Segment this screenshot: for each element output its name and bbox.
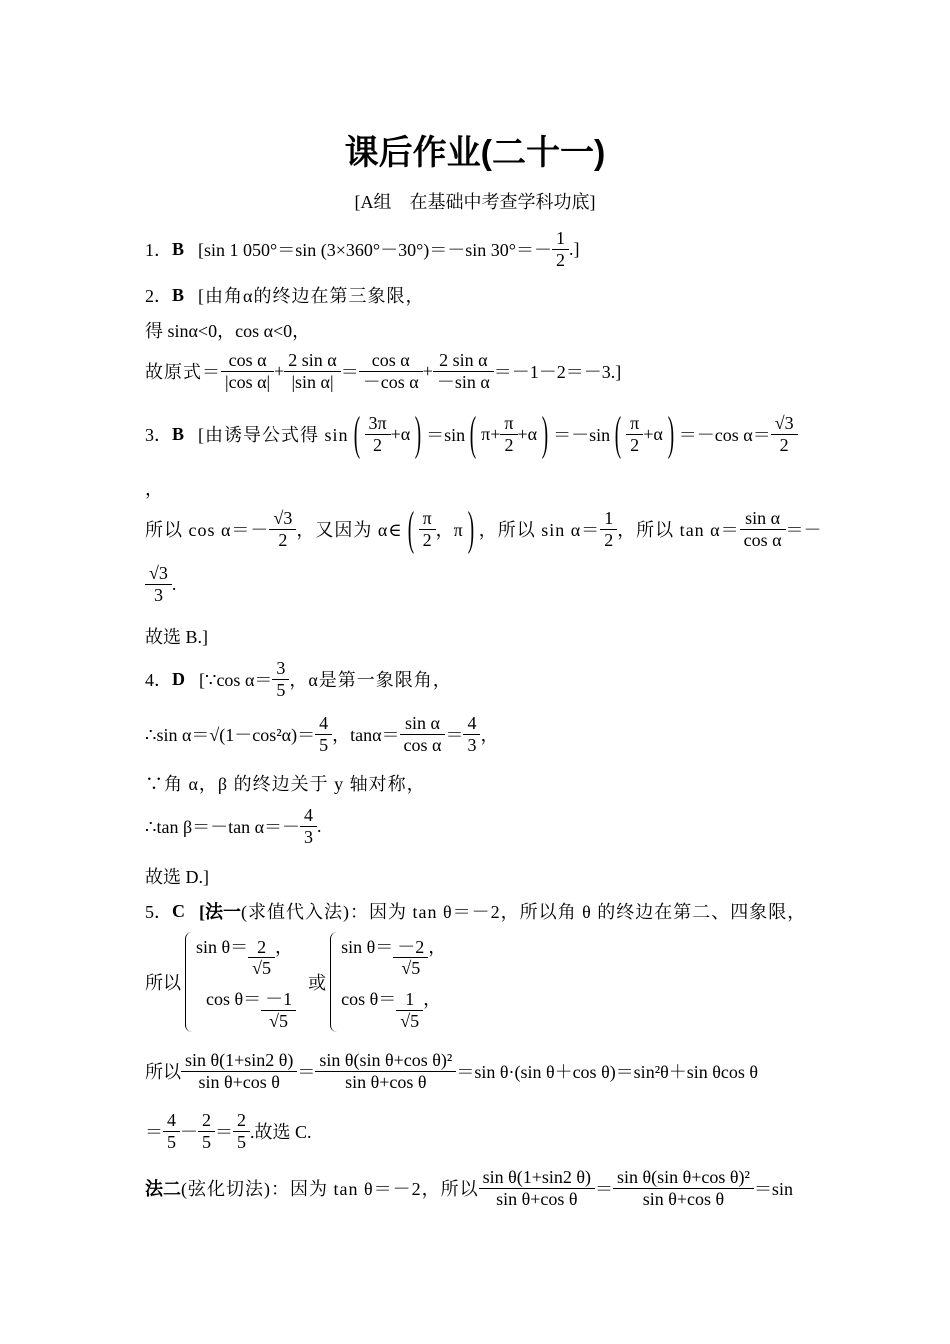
text: cos α bbox=[228, 350, 267, 370]
text: √5 bbox=[396, 1010, 423, 1032]
text: |cos α| bbox=[221, 371, 274, 393]
text: √3 bbox=[273, 507, 293, 528]
text: 2 bbox=[269, 529, 296, 551]
answer-4-line3 bbox=[145, 770, 426, 796]
text: 2 bbox=[237, 1110, 246, 1130]
fraction bbox=[250, 937, 273, 979]
text: 3 bbox=[300, 826, 317, 848]
text: 5． bbox=[145, 902, 172, 922]
text: + bbox=[274, 360, 285, 381]
answer-4-line2 bbox=[145, 713, 498, 755]
page-title: 课后作业(二十一) bbox=[344, 134, 606, 172]
text: ∴tan β＝－tan α＝－ bbox=[145, 817, 301, 838]
text: [由角α的终边在第三象限， bbox=[198, 286, 425, 306]
text: －1 bbox=[265, 989, 293, 1009]
text: －cos α bbox=[359, 371, 423, 393]
fraction bbox=[263, 989, 294, 1031]
answer-letter: B bbox=[172, 238, 185, 259]
text: ＝sin θ·(sin θ＋cos θ)＝sin²θ＋sin θcos θ bbox=[456, 1062, 758, 1083]
text: ＝sin bbox=[426, 425, 466, 445]
text: 4 bbox=[304, 805, 314, 825]
text: 1 bbox=[405, 989, 415, 1009]
text: 3 bbox=[463, 734, 480, 756]
text: sin θ+cos θ bbox=[479, 1188, 595, 1210]
text: ＝－ bbox=[785, 520, 822, 540]
fraction bbox=[602, 508, 615, 550]
text bbox=[196, 985, 296, 1031]
text: 2 sin α bbox=[439, 350, 488, 370]
brace bbox=[185, 932, 192, 1032]
text: 2 bbox=[365, 434, 391, 456]
text: (求值代入法)：因为 tan θ＝－2，所以角 θ 的终边在第二、四象限， bbox=[241, 902, 807, 922]
parenthesis: ) bbox=[414, 407, 422, 460]
text: √3 bbox=[774, 412, 794, 433]
text: 故原式＝ bbox=[145, 362, 221, 383]
text bbox=[341, 933, 446, 1032]
answer-1 bbox=[145, 228, 579, 270]
text: 4 bbox=[467, 713, 477, 733]
text: 5 bbox=[233, 1131, 250, 1153]
text: 5 bbox=[272, 679, 289, 701]
answer-2-line2 bbox=[145, 317, 310, 343]
answer-2-line3 bbox=[145, 350, 621, 392]
answer-5 bbox=[145, 898, 806, 924]
fraction bbox=[421, 508, 434, 550]
fraction bbox=[398, 989, 421, 1031]
text: √5 bbox=[261, 1010, 296, 1032]
text: [sin 1 050°＝sin (3×360°－30°)＝－sin 30°＝－ bbox=[198, 240, 552, 261]
text: 4 bbox=[319, 713, 329, 733]
text: － bbox=[180, 1122, 198, 1143]
text: ，所以 tan α＝ bbox=[617, 520, 740, 540]
text: sin θ(sin θ+cos θ)² bbox=[617, 1167, 750, 1187]
fraction bbox=[554, 228, 567, 270]
text: ∴sin α＝√(1－cos²α)＝ bbox=[145, 725, 316, 746]
fraction bbox=[465, 713, 478, 755]
text: √5 bbox=[248, 957, 275, 979]
text: 所以 cos α＝－ bbox=[145, 520, 270, 540]
text: 3 bbox=[145, 584, 172, 606]
text: sin θ(1+sin2 θ) bbox=[482, 1167, 592, 1187]
text: π bbox=[630, 412, 640, 433]
text: sin θ＝ bbox=[196, 936, 249, 957]
text: ＝－sin bbox=[553, 425, 611, 445]
text: √5 bbox=[393, 957, 428, 979]
answer-5-system bbox=[145, 932, 446, 1032]
text: + bbox=[422, 360, 433, 381]
text: 所以 bbox=[145, 973, 181, 993]
fraction bbox=[200, 1110, 213, 1152]
answer-4-line5 bbox=[145, 863, 209, 889]
text bbox=[196, 933, 296, 1032]
section-subtitle: [A组 在基础中考查学科功底] bbox=[354, 192, 596, 212]
answer-5-method2 bbox=[145, 1167, 793, 1209]
parenthesis: ) bbox=[541, 407, 549, 460]
text: sin θ+cos θ bbox=[613, 1188, 754, 1210]
text: 5 bbox=[198, 1131, 215, 1153]
fraction bbox=[742, 508, 784, 550]
fraction bbox=[367, 413, 389, 455]
text: 2 bbox=[500, 434, 517, 456]
text: ， bbox=[145, 479, 163, 499]
fraction bbox=[395, 937, 426, 979]
fraction bbox=[615, 1167, 752, 1209]
text: ，又因为 α∈ bbox=[296, 520, 403, 540]
text: 2 bbox=[771, 434, 798, 456]
q-number: 2． bbox=[145, 286, 172, 306]
text bbox=[341, 985, 446, 1031]
fraction bbox=[147, 563, 170, 605]
fraction bbox=[223, 350, 272, 392]
text: 得 sinα<0，cos α<0， bbox=[145, 321, 311, 341]
text: sin α bbox=[405, 713, 440, 733]
text: sin θ+cos θ bbox=[181, 1071, 297, 1093]
fraction bbox=[481, 1167, 593, 1209]
text: 4． bbox=[145, 670, 172, 691]
fraction bbox=[302, 805, 315, 847]
text: ， bbox=[428, 936, 447, 957]
text: π+ bbox=[481, 423, 501, 444]
fraction bbox=[317, 713, 330, 755]
text: . bbox=[171, 573, 177, 594]
answer-letter: B bbox=[172, 284, 185, 305]
text: .] bbox=[568, 238, 580, 259]
text: π bbox=[422, 507, 432, 528]
text: ， bbox=[480, 725, 499, 746]
text: cos α bbox=[400, 734, 446, 756]
text bbox=[341, 933, 446, 979]
text: 4 bbox=[167, 1110, 176, 1130]
text: (弦化切法)：因为 tan θ＝－2，所以 bbox=[181, 1179, 479, 1200]
brace bbox=[330, 932, 337, 1032]
parenthesis: ) bbox=[667, 407, 674, 460]
text: ＝sin bbox=[753, 1179, 793, 1200]
text: 1 bbox=[604, 507, 614, 528]
text: +α bbox=[517, 423, 538, 444]
text: ＝ bbox=[595, 1179, 614, 1200]
text: 3 bbox=[276, 658, 286, 678]
answer-4-line4 bbox=[145, 805, 322, 847]
text: 2 bbox=[600, 529, 617, 551]
text: √3 bbox=[149, 563, 168, 583]
text bbox=[196, 933, 296, 979]
text: .故选 C. bbox=[250, 1122, 312, 1143]
answer-3-line2 bbox=[145, 502, 822, 555]
fraction bbox=[165, 1110, 178, 1152]
text: 3． bbox=[145, 425, 172, 445]
text: 2 bbox=[419, 529, 436, 551]
text: 2 bbox=[552, 249, 569, 271]
text: cos α bbox=[740, 529, 786, 551]
text: sin θ(1+sin2 θ) bbox=[185, 1050, 294, 1070]
text: +α bbox=[643, 423, 663, 444]
fraction bbox=[435, 350, 492, 392]
fraction bbox=[271, 508, 294, 550]
answer-letter: C bbox=[172, 900, 185, 921]
text: ＝ bbox=[215, 1122, 233, 1143]
text: [法一 bbox=[199, 902, 241, 922]
answer-3-line4 bbox=[145, 623, 208, 649]
text: |sin α| bbox=[284, 371, 340, 393]
text: 或 bbox=[308, 973, 327, 993]
text: sin θ+cos θ bbox=[315, 1071, 456, 1093]
answer-3 bbox=[145, 407, 798, 460]
text: ，π bbox=[435, 520, 463, 540]
text: ＝ bbox=[445, 725, 464, 746]
text: ＝－cos α＝ bbox=[678, 425, 771, 445]
parenthesis: ) bbox=[467, 502, 474, 555]
text: 2 bbox=[257, 936, 267, 957]
text: ，α是第一象限角， bbox=[289, 670, 452, 691]
text: 2 bbox=[202, 1110, 211, 1130]
text: 2 bbox=[626, 434, 643, 456]
answer-5-line4 bbox=[145, 1110, 312, 1152]
text: cos θ＝ bbox=[341, 989, 397, 1009]
text: 3π bbox=[368, 412, 387, 433]
fraction bbox=[361, 350, 421, 392]
answer-4 bbox=[145, 658, 452, 700]
text: ＝ bbox=[340, 362, 359, 383]
text: ，所以 sin α＝ bbox=[478, 520, 601, 540]
answer-3-line3 bbox=[145, 563, 176, 605]
answer-2 bbox=[145, 282, 424, 308]
fraction bbox=[317, 1050, 454, 1092]
text: ＝ bbox=[145, 1122, 163, 1143]
fraction bbox=[628, 413, 641, 455]
text: cos θ＝ bbox=[206, 989, 262, 1009]
text: +α bbox=[390, 423, 411, 444]
text: ， bbox=[423, 989, 442, 1009]
text: sin α bbox=[745, 507, 781, 528]
text: ， bbox=[275, 936, 294, 957]
fraction bbox=[183, 1050, 295, 1092]
parenthesis: ( bbox=[469, 407, 477, 460]
answer-letter: B bbox=[172, 423, 185, 444]
text: －sin α bbox=[433, 371, 494, 393]
text: 所以 bbox=[145, 1062, 181, 1083]
text: [∵cos α＝ bbox=[199, 670, 273, 691]
text: 5 bbox=[315, 734, 332, 756]
fraction bbox=[274, 658, 287, 700]
text: [由诱导公式得 sin bbox=[198, 425, 349, 445]
fraction bbox=[773, 413, 796, 455]
text: π bbox=[504, 412, 514, 433]
text: . bbox=[317, 815, 322, 836]
text: ，tanα＝ bbox=[332, 725, 400, 746]
fraction bbox=[235, 1110, 248, 1152]
text: 5 bbox=[163, 1131, 180, 1153]
parenthesis: ( bbox=[407, 502, 414, 555]
text: －2 bbox=[397, 936, 425, 957]
answer-letter: D bbox=[172, 668, 185, 689]
stray-comma bbox=[145, 475, 163, 501]
text: ∵角 α，β 的终边关于 y 轴对称， bbox=[145, 774, 426, 794]
fraction bbox=[402, 713, 444, 755]
q-number: 1． bbox=[145, 240, 172, 261]
fraction bbox=[502, 413, 515, 455]
text: ＝ bbox=[297, 1062, 316, 1083]
text: ＝－1－2＝－3.] bbox=[493, 362, 622, 383]
text: 1 bbox=[555, 228, 565, 248]
text: sin θ＝ bbox=[341, 936, 394, 957]
text: 故选 B.] bbox=[145, 627, 208, 647]
text: 故选 D.] bbox=[145, 867, 209, 887]
text: 2 sin α bbox=[288, 350, 337, 370]
parenthesis: ( bbox=[614, 407, 622, 460]
text: 法二 bbox=[145, 1179, 181, 1200]
answer-5-line3 bbox=[145, 1050, 758, 1092]
parenthesis: ( bbox=[353, 407, 360, 460]
fraction bbox=[286, 350, 338, 392]
text: cos α bbox=[371, 350, 410, 370]
text: sin θ(sin θ+cos θ)² bbox=[319, 1050, 453, 1070]
